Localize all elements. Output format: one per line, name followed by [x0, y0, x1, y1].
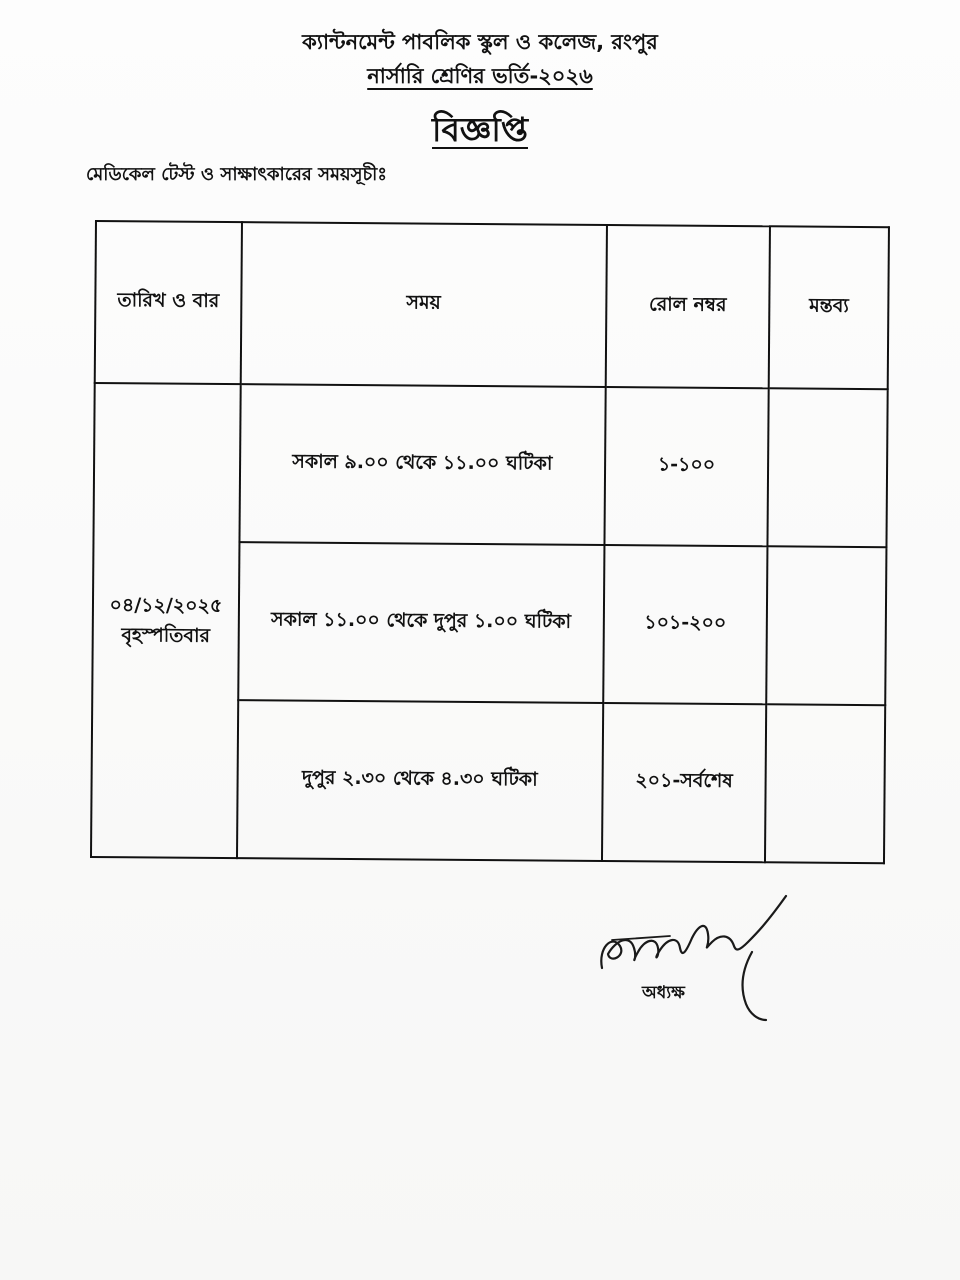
remark-cell	[768, 388, 888, 547]
signature-stroke	[743, 952, 766, 1020]
remark-cell	[766, 546, 886, 705]
date-cell	[91, 383, 241, 858]
roll-cell: ১-১০০	[604, 387, 769, 546]
notice-title	[0, 104, 960, 160]
signature-stroke	[612, 936, 670, 940]
roll-cell: ২০১-সর্বশেষ	[602, 703, 767, 862]
time-cell: সকাল ৯.০০ থেকে ১১.০০ ঘটিকা	[239, 384, 605, 545]
column-header-time: সময়	[241, 222, 607, 387]
table-header-row	[95, 221, 889, 389]
remark-cell	[765, 704, 885, 863]
table-row	[93, 383, 887, 547]
signature-stroke	[601, 896, 786, 968]
admission-title	[0, 60, 960, 95]
school-name: ক্যান্টনমেন্ট পাবলিক স্কুল ও কলেজ, রংপুর	[302, 30, 658, 54]
time-cell: সকাল ১১.০০ থেকে দুপুর ১.০০ ঘটিকা	[238, 542, 604, 703]
signature-title: অধ্যক্ষ	[642, 983, 685, 1003]
notice-title-text: বিজ্ঞপ্তি	[432, 110, 528, 149]
column-header-roll: রোল নম্বর	[605, 225, 770, 388]
admission-title-text: নার্সারি শ্রেণির ভর্তি-২০২৬	[367, 64, 593, 88]
date-text: ০৪/১২/২০২৫	[109, 594, 223, 618]
handwritten-signature	[590, 890, 790, 1025]
roll-cell: ১০১-২০০	[603, 545, 768, 704]
time-cell: দুপুর ২.৩০ থেকে ৪.৩০ ঘটিকা	[237, 700, 603, 861]
column-header-remark: মন্তব্য	[769, 226, 889, 389]
schedule-caption: মেডিকেল টেস্ট ও সাক্ষাৎকারের সময়সূচীঃ	[86, 164, 387, 185]
schedule-table	[90, 220, 890, 864]
day-text: বৃহস্পতিবার	[121, 624, 211, 647]
column-header-date: তারিখ ও বার	[95, 221, 242, 384]
